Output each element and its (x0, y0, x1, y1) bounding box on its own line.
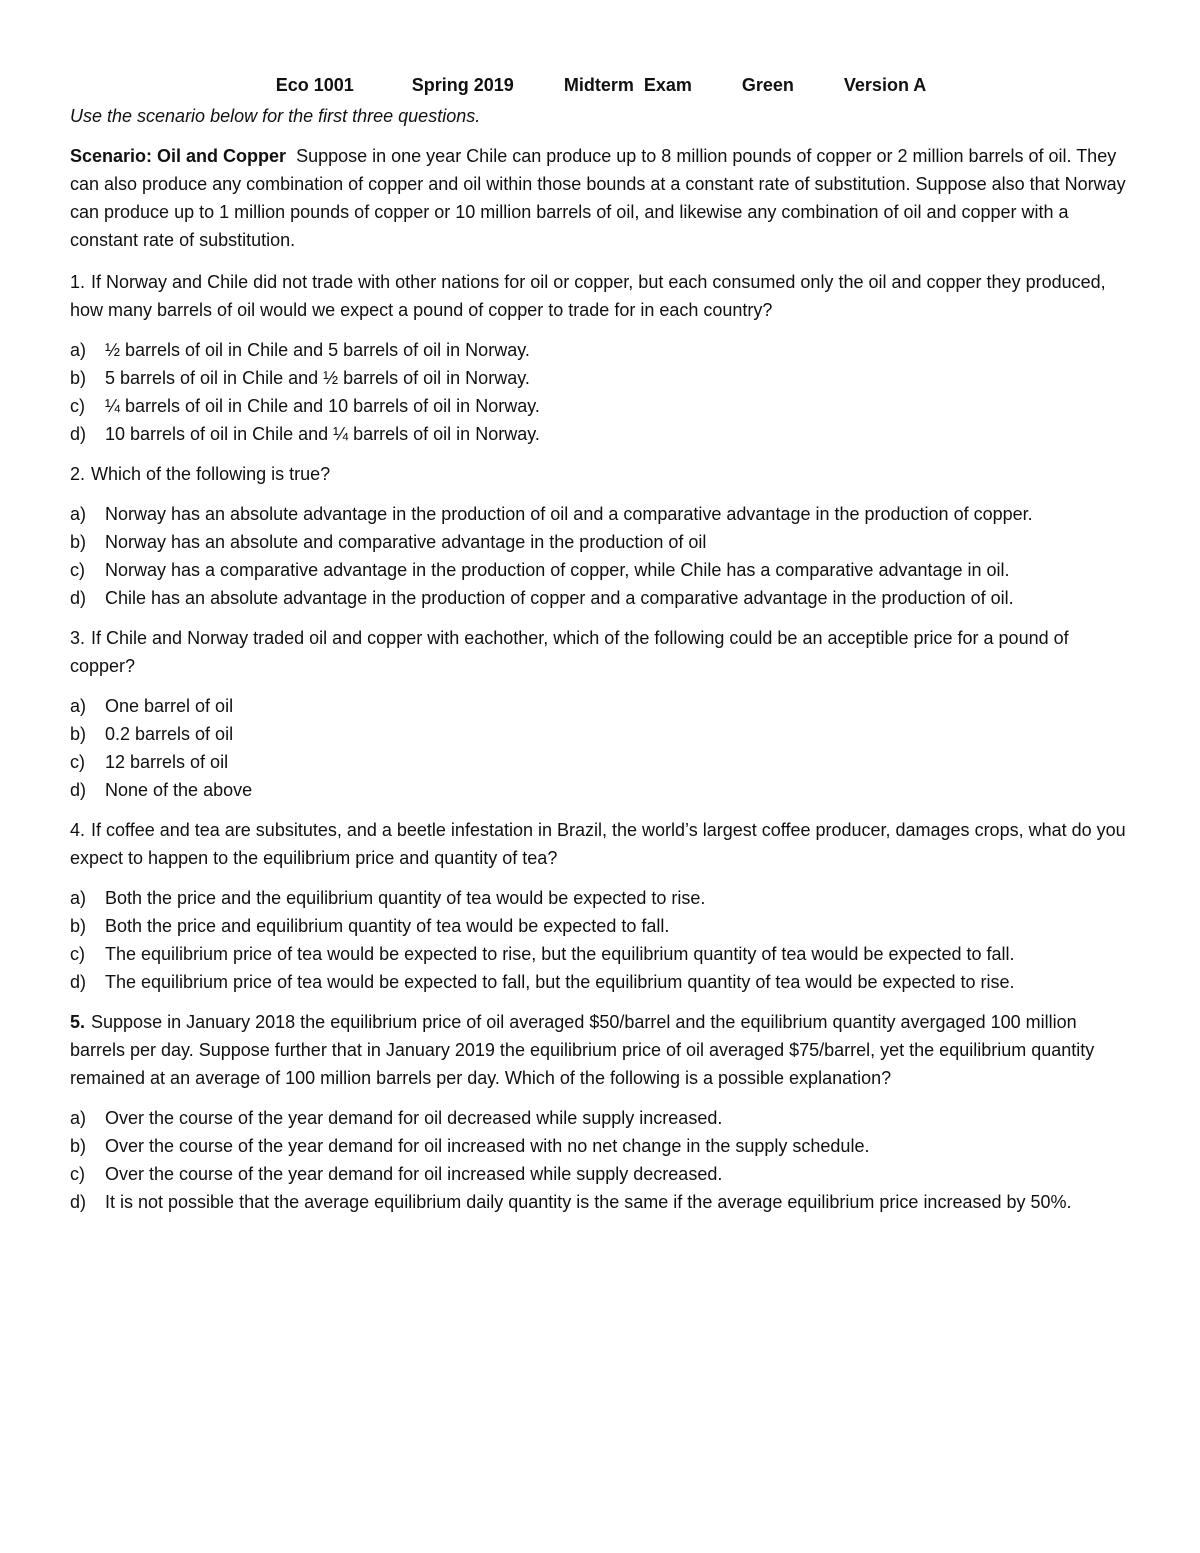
question-2 (70, 460, 1132, 488)
option-text: Norway has an absolute and comparative advantage in the production of oil (105, 532, 707, 552)
question-text: If Chile and Norway traded oil and copper with eachother, which of the following could be an acceptible price for a pound of copper? (70, 628, 1069, 676)
exam-color: Green (741, 75, 794, 95)
option-item (70, 692, 1132, 720)
option-text: ¼ barrels of oil in Chile and 10 barrels of oil in Norway. (105, 396, 540, 416)
option-item (70, 336, 1132, 364)
option-text: ½ barrels of oil in Chile and 5 barrels of oil in Norway. (105, 340, 530, 360)
option-text: 5 barrels of oil in Chile and ½ barrels of oil in Norway. (105, 368, 530, 388)
option-item (70, 776, 1132, 804)
exam-version: Version A (843, 75, 927, 95)
scenario-title: Scenario: Oil and Copper (70, 146, 287, 166)
option-letter: c) (70, 1164, 85, 1184)
option-item (70, 912, 1132, 940)
question-1 (70, 268, 1132, 324)
question-text: If Norway and Chile did not trade with other nations for oil or copper, but each consumed only the oil and copper they produced, how many barrels of oil would we expect a pound of copper to trade for in each country? (70, 272, 1106, 320)
option-item (70, 364, 1132, 392)
exam-title: Midterm Exam (563, 75, 692, 95)
option-item (70, 420, 1132, 448)
option-letter: b) (70, 916, 87, 936)
option-text: Norway has a comparative advantage in the production of copper, while Chile has a comparative advantage in oil. (105, 560, 1010, 580)
option-text: One barrel of oil (105, 696, 234, 716)
question-number: 5. (70, 1012, 86, 1032)
option-text: 12 barrels of oil (105, 752, 229, 772)
question-4 (70, 816, 1132, 872)
option-text: Both the price and the equilibrium quantity of tea would be expected to rise. (105, 888, 706, 908)
option-letter: c) (70, 560, 85, 580)
option-item (70, 1132, 1132, 1160)
question-text: If coffee and tea are subsitutes, and a beetle infestation in Brazil, the world’s largest coffee producer, damages crops, what do you expect to happen to the equilibrium price and quantity of tea? (70, 820, 1126, 868)
option-item (70, 500, 1132, 528)
option-item (70, 720, 1132, 748)
option-letter: c) (70, 752, 85, 772)
question-number: 4. (70, 820, 86, 840)
option-item (70, 1160, 1132, 1188)
option-text: Over the course of the year demand for oil decreased while supply increased. (105, 1108, 723, 1128)
question-5 (70, 1008, 1132, 1092)
scenario-paragraph (70, 142, 1132, 254)
option-letter: b) (70, 1136, 87, 1156)
course-code: Eco 1001 (275, 75, 354, 95)
option-letter: a) (70, 504, 87, 524)
question-text: Which of the following is true? (91, 464, 331, 484)
option-item (70, 392, 1132, 420)
question-3-options (70, 692, 1132, 804)
option-item (70, 556, 1132, 584)
question-number: 2. (70, 464, 86, 484)
option-text: It is not possible that the average equilibrium daily quantity is the same if the average equilibrium price increased by 50%. (105, 1192, 1072, 1212)
option-text: Over the course of the year demand for oil increased with no net change in the supply schedule. (105, 1136, 870, 1156)
question-5-options (70, 1104, 1132, 1216)
option-letter: d) (70, 780, 87, 800)
option-text: 10 barrels of oil in Chile and ¼ barrels of oil in Norway. (105, 424, 540, 444)
term: Spring 2019 (411, 75, 514, 95)
option-letter: d) (70, 424, 87, 444)
exam-header (70, 70, 1132, 100)
option-letter: b) (70, 532, 87, 552)
question-number: 3. (70, 628, 86, 648)
option-text: Chile has an absolute advantage in the production of copper and a comparative advantage in the production of oil. (105, 588, 1014, 608)
option-item (70, 968, 1132, 996)
scenario-intro: Use the scenario below for the first three questions. (70, 106, 481, 126)
option-text: Norway has an absolute advantage in the production of oil and a comparative advantage in the production of copper. (105, 504, 1033, 524)
option-letter: c) (70, 944, 85, 964)
question-1-options (70, 336, 1132, 448)
option-letter: d) (70, 1192, 87, 1212)
question-3 (70, 624, 1132, 680)
option-item (70, 748, 1132, 776)
question-2-options (70, 500, 1132, 612)
question-4-options (70, 884, 1132, 996)
option-letter: d) (70, 588, 87, 608)
option-item (70, 884, 1132, 912)
option-text: The equilibrium price of tea would be expected to rise, but the equilibrium quantity of tea would be expected to fall. (105, 944, 1015, 964)
option-item (70, 940, 1132, 968)
option-item (70, 584, 1132, 612)
option-item (70, 1188, 1132, 1216)
option-letter: a) (70, 340, 87, 360)
option-letter: a) (70, 888, 87, 908)
option-text: Over the course of the year demand for oil increased while supply decreased. (105, 1164, 723, 1184)
question-text: Suppose in January 2018 the equilibrium price of oil averaged $50/barrel and the equilibrium quantity avergaged 100 million barrels per day. Suppose further that in January 2019 the equilibrium price of oil averaged $75/barrel, yet the equilibrium quantity remained at an average of 100 million barrels per day. Which of the following is a possible explanation? (70, 1012, 1095, 1088)
question-number: 1. (70, 272, 86, 292)
option-text: Both the price and equilibrium quantity of tea would be expected to fall. (105, 916, 670, 936)
option-letter: c) (70, 396, 85, 416)
option-letter: d) (70, 972, 87, 992)
option-text: The equilibrium price of tea would be expected to fall, but the equilibrium quantity of tea would be expected to rise. (105, 972, 1015, 992)
exam-page (70, 70, 1132, 1228)
option-text: 0.2 barrels of oil (105, 724, 234, 744)
option-item (70, 1104, 1132, 1132)
option-letter: b) (70, 368, 87, 388)
option-letter: b) (70, 724, 87, 744)
scenario-text: Suppose in one year Chile can produce up to 8 million pounds of copper or 2 million barrels of oil. They can also produce any combination of copper and oil within those bounds at a constant rate of substitution. Suppose also that Norway can produce up to 1 million pounds of copper or 10 million barrels of oil, and likewise any combination of oil and copper with a constant rate of substitution. (70, 146, 1126, 250)
option-item (70, 528, 1132, 556)
option-text: None of the above (105, 780, 253, 800)
option-letter: a) (70, 696, 87, 716)
option-letter: a) (70, 1108, 87, 1128)
